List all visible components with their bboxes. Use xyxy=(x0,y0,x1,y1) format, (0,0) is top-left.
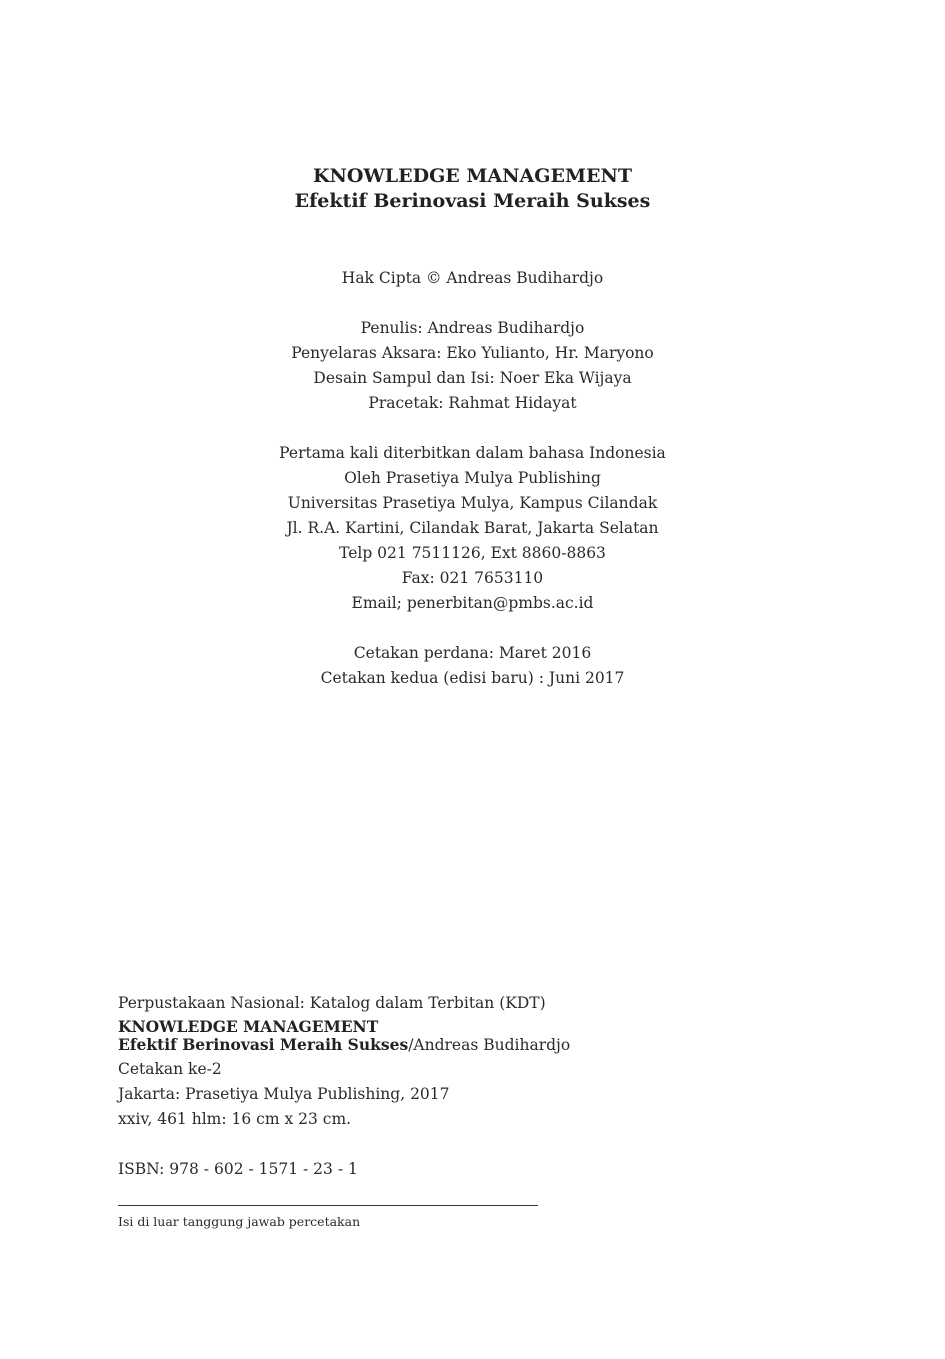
printing-history xyxy=(0,641,945,691)
second-printing: Cetakan kedua (edisi baru) : Juni 2017 xyxy=(320,669,625,687)
publisher-fax: Fax: 021 7653110 xyxy=(401,569,544,587)
printer-disclaimer: Isi di luar tanggung jawab percetakan xyxy=(118,1214,361,1229)
book-title-block xyxy=(0,164,945,214)
publisher-block xyxy=(0,441,945,616)
credits-block xyxy=(0,316,945,416)
first-printing: Cetakan perdana: Maret 2016 xyxy=(353,644,592,662)
book-subtitle: Efektif Berinovasi Meraih Sukses xyxy=(294,190,651,212)
catalog-subtitle: Efektif Berinovasi Meraih Sukses xyxy=(118,1035,409,1054)
publisher-phone: Telp 021 7511126, Ext 8860-8863 xyxy=(339,544,606,562)
divider-rule xyxy=(118,1205,538,1206)
publisher-campus: Universitas Prasetiya Mulya, Kampus Cilandak xyxy=(287,494,658,512)
catalog-isbn: ISBN: 978 - 602 - 1571 - 23 - 1 xyxy=(118,1160,358,1178)
credit-editor: Penyelaras Aksara: Eko Yulianto, Hr. Maryono xyxy=(291,344,654,362)
catalog-spacer xyxy=(118,1132,618,1157)
publisher-first-published: Pertama kali diterbitkan dalam bahasa Indonesia xyxy=(279,444,666,462)
credit-designer: Desain Sampul dan Isi: Noer Eka Wijaya xyxy=(313,369,632,387)
credit-prepress: Pracetak: Rahmat Hidayat xyxy=(368,394,577,412)
catalog-extent: xxiv, 461 hlm: 16 cm x 23 cm. xyxy=(118,1110,352,1128)
catalog-heading: Perpustakaan Nasional: Katalog dalam Terbitan (KDT) xyxy=(118,994,546,1012)
publisher-name: Oleh Prasetiya Mulya Publishing xyxy=(344,469,601,487)
catalog-subtitle-line xyxy=(118,1036,618,1054)
catalog-imprint: Jakarta: Prasetiya Mulya Publishing, 2017 xyxy=(118,1085,450,1103)
publisher-email: Email; penerbitan@pmbs.ac.id xyxy=(351,594,594,612)
catalog-in-publication xyxy=(118,991,618,1182)
book-title: KNOWLEDGE MANAGEMENT xyxy=(312,165,633,187)
copyright-line: Hak Cipta © Andreas Budihardjo xyxy=(341,269,604,287)
copyright-notice xyxy=(0,266,945,291)
publisher-address: Jl. R.A. Kartini, Cilandak Barat, Jakarta Selatan xyxy=(286,519,659,537)
catalog-author: /Andreas Budihardjo xyxy=(408,1036,571,1054)
catalog-edition: Cetakan ke-2 xyxy=(118,1060,222,1078)
catalog-title: KNOWLEDGE MANAGEMENT xyxy=(118,1017,379,1036)
credit-author: Penulis: Andreas Budihardjo xyxy=(360,319,585,337)
